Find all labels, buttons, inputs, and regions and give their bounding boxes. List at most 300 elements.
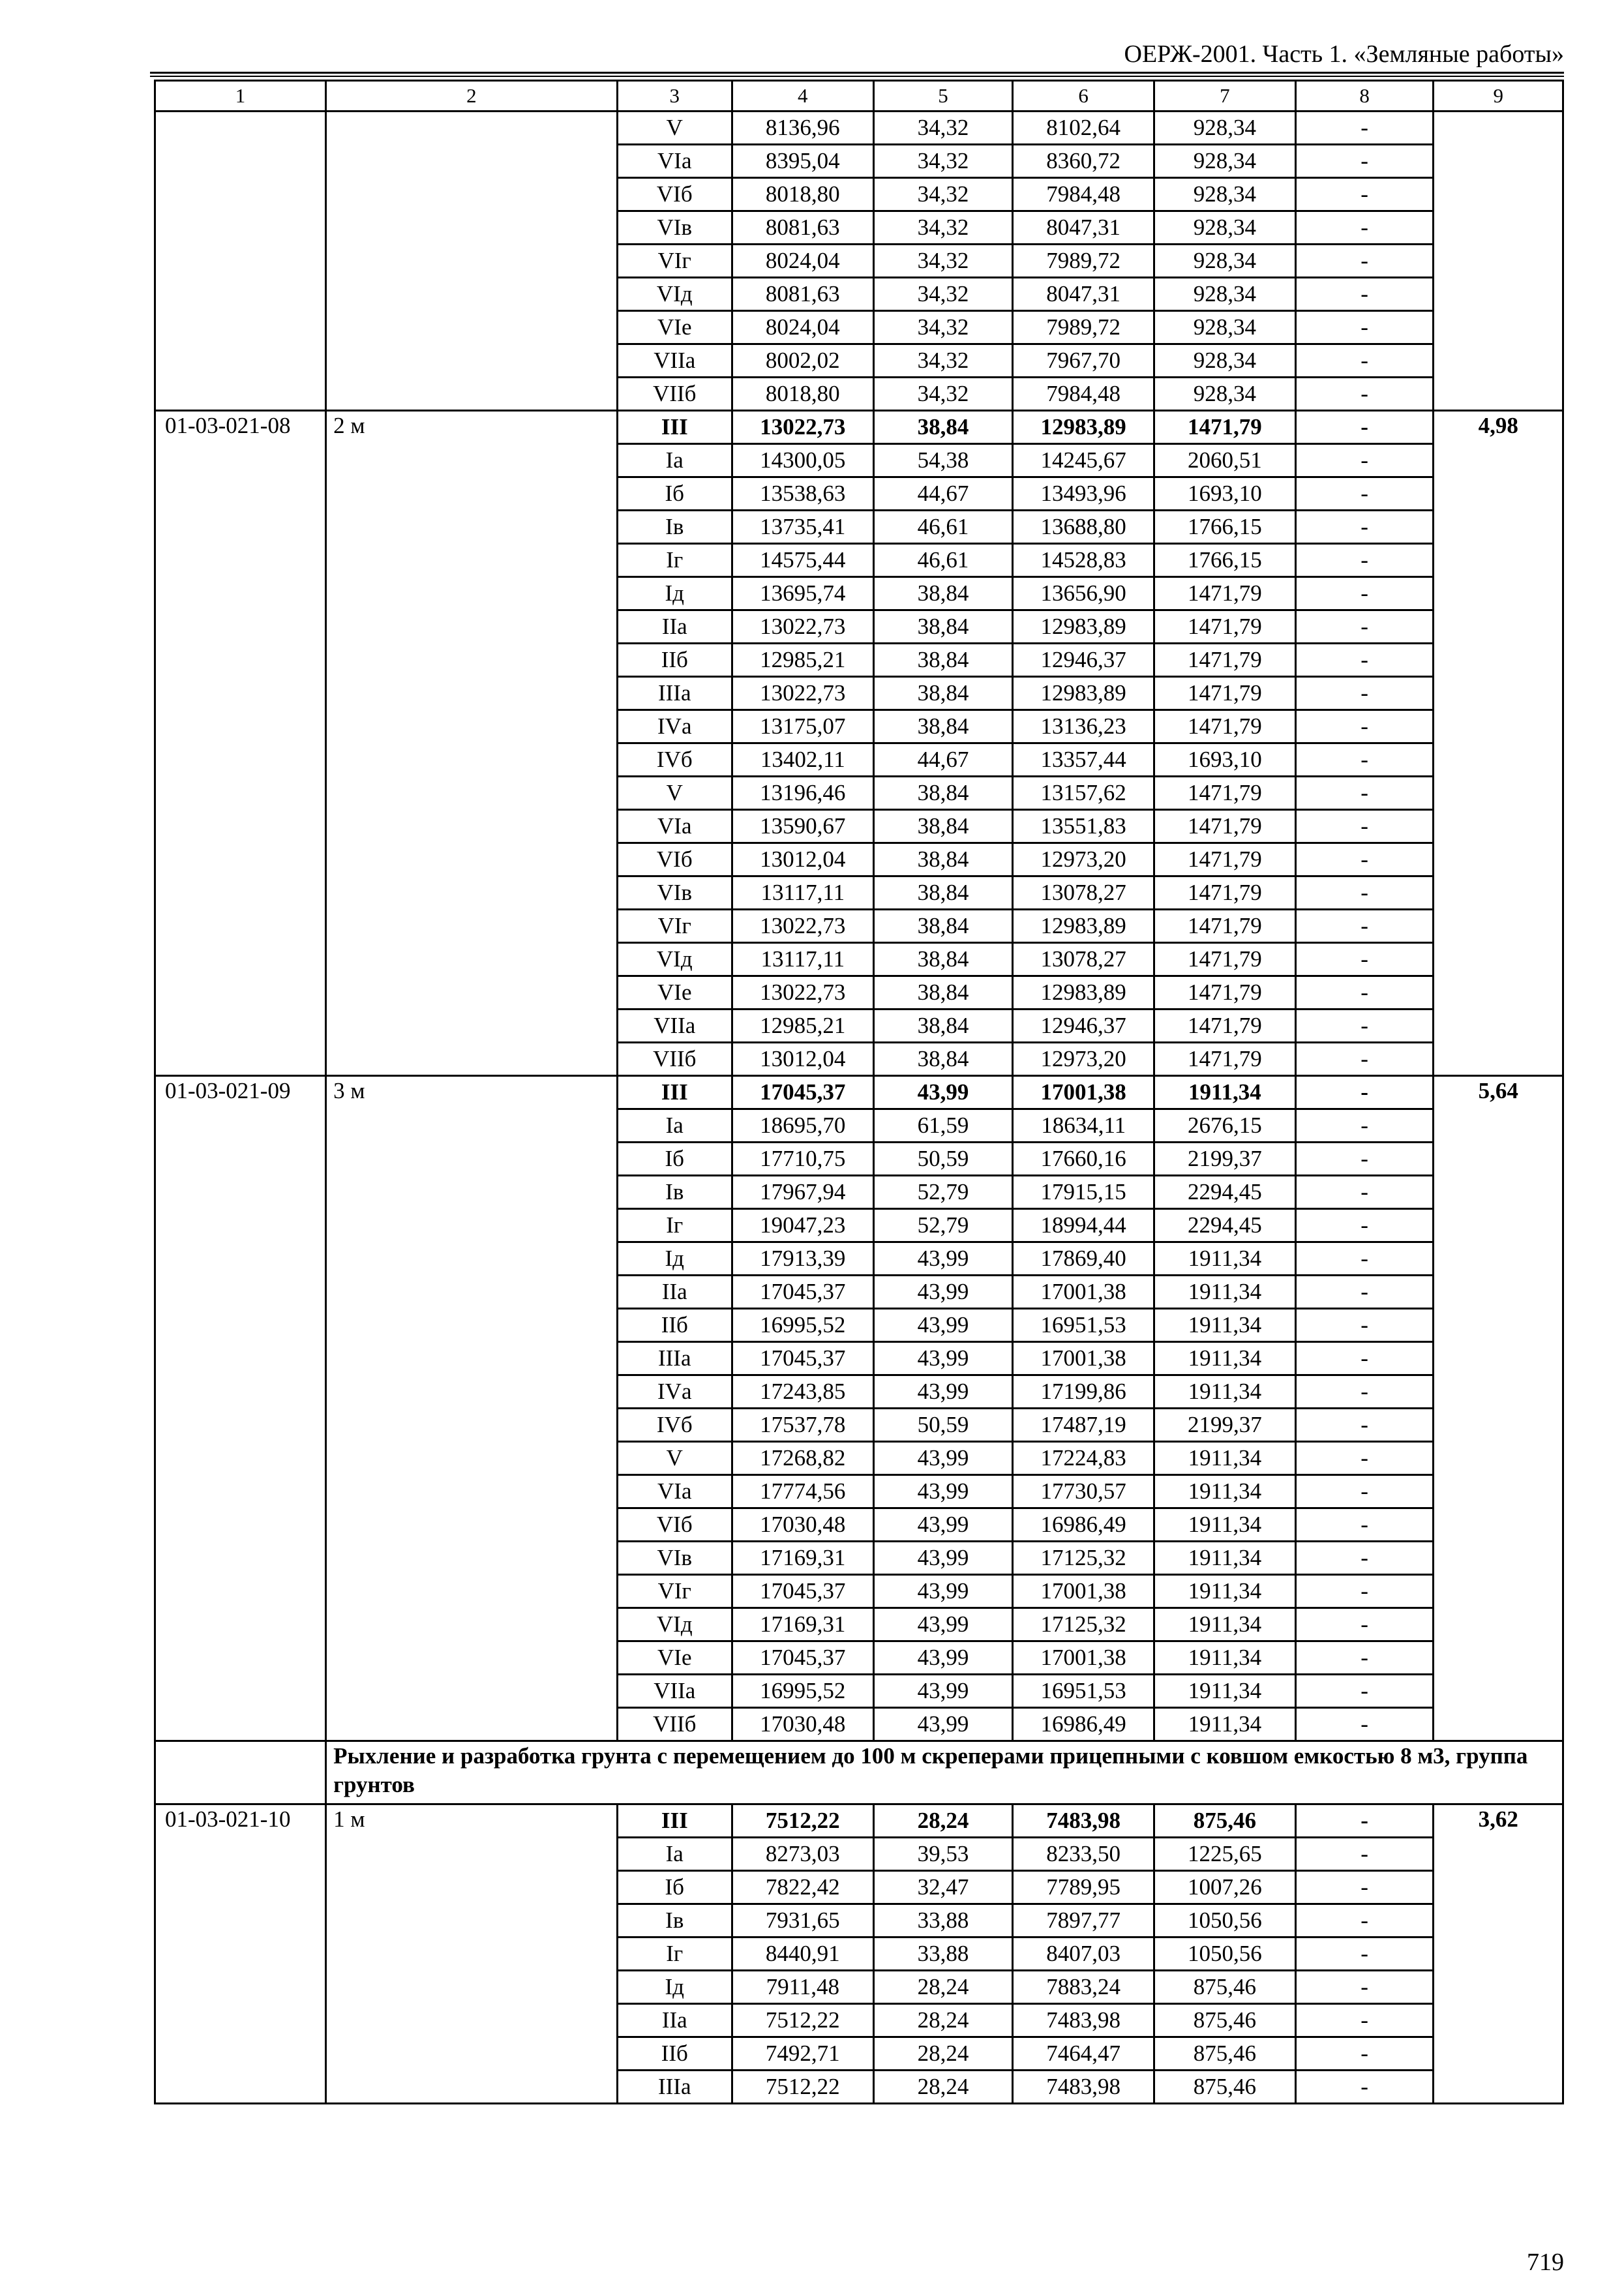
total-cost-cell: 17268,82	[732, 1442, 873, 1475]
materials-cell: -	[1295, 245, 1434, 278]
machine-operation-cell: 17125,32	[1013, 1542, 1154, 1575]
materials-cell: -	[1295, 1641, 1434, 1675]
column-header: 6	[1013, 81, 1154, 112]
machinist-wage-cell: 2199,37	[1154, 1409, 1296, 1442]
machinist-wage-cell: 1471,79	[1154, 610, 1296, 644]
soil-group-cell: VIе	[617, 1641, 732, 1675]
materials-cell: -	[1295, 710, 1434, 743]
machinist-wage-cell: 1911,34	[1154, 1442, 1296, 1475]
machinist-wage-cell: 928,34	[1154, 344, 1296, 378]
materials-cell: -	[1295, 810, 1434, 843]
machine-operator-wage-cell: 32,47	[873, 1871, 1013, 1904]
materials-cell: -	[1295, 511, 1434, 544]
soil-group-cell: VIа	[617, 145, 732, 178]
machine-operator-wage-cell: 28,24	[873, 2037, 1013, 2071]
machine-operation-cell: 17915,15	[1013, 1176, 1154, 1209]
machinist-wage-cell: 1911,34	[1154, 1375, 1296, 1409]
total-cost-cell: 8136,96	[732, 112, 873, 145]
machinist-wage-cell: 928,34	[1154, 245, 1296, 278]
total-cost-cell: 17045,37	[732, 1276, 873, 1309]
machine-operation-cell: 13493,96	[1013, 477, 1154, 511]
materials-cell: -	[1295, 344, 1434, 378]
total-cost-cell: 17774,56	[732, 1475, 873, 1508]
machine-operator-wage-cell: 38,84	[873, 411, 1013, 444]
labor-cost-cell: 4,98	[1434, 411, 1563, 1076]
machinist-wage-cell: 1225,65	[1154, 1838, 1296, 1871]
total-cost-cell: 16995,52	[732, 1675, 873, 1708]
soil-group-cell: IIIа	[617, 1342, 732, 1375]
rate-code-cell	[155, 112, 326, 411]
soil-group-cell: VIв	[617, 211, 732, 245]
soil-group-cell: V	[617, 1442, 732, 1475]
page-number: 719	[1527, 2249, 1564, 2276]
machinist-wage-cell: 1471,79	[1154, 843, 1296, 876]
machinist-wage-cell: 1911,34	[1154, 1508, 1296, 1542]
machine-operation-cell: 17730,57	[1013, 1475, 1154, 1508]
materials-cell: -	[1295, 1838, 1434, 1871]
soil-group-cell: Iв	[617, 511, 732, 544]
total-cost-cell: 8002,02	[732, 344, 873, 378]
soil-group-cell: VIг	[617, 245, 732, 278]
machine-operator-wage-cell: 44,67	[873, 743, 1013, 777]
materials-cell: -	[1295, 1176, 1434, 1209]
total-cost-cell: 7492,71	[732, 2037, 873, 2071]
soil-group-cell: III	[617, 1076, 732, 1109]
machinist-wage-cell: 1471,79	[1154, 1010, 1296, 1043]
soil-group-cell: VIе	[617, 311, 732, 344]
machine-operation-cell: 17660,16	[1013, 1143, 1154, 1176]
machine-operation-cell: 7989,72	[1013, 311, 1154, 344]
table-row	[155, 112, 1563, 145]
machine-operation-cell: 13688,80	[1013, 511, 1154, 544]
machine-operation-cell: 16951,53	[1013, 1675, 1154, 1708]
total-cost-cell: 17169,31	[732, 1608, 873, 1641]
machine-operation-cell: 12946,37	[1013, 1010, 1154, 1043]
machine-operator-wage-cell: 46,61	[873, 544, 1013, 577]
materials-cell: -	[1295, 1043, 1434, 1076]
total-cost-cell: 8081,63	[732, 211, 873, 245]
total-cost-cell: 12985,21	[732, 1010, 873, 1043]
machine-operation-cell: 17001,38	[1013, 1342, 1154, 1375]
total-cost-cell: 13590,67	[732, 810, 873, 843]
machine-operation-cell: 17001,38	[1013, 1641, 1154, 1675]
machinist-wage-cell: 928,34	[1154, 211, 1296, 245]
distance-cell: 3 м	[326, 1076, 618, 1741]
total-cost-cell: 8273,03	[732, 1838, 873, 1871]
total-cost-cell: 16995,52	[732, 1309, 873, 1342]
materials-cell: -	[1295, 477, 1434, 511]
materials-cell: -	[1295, 644, 1434, 677]
total-cost-cell: 13117,11	[732, 943, 873, 976]
machine-operator-wage-cell: 43,99	[873, 1542, 1013, 1575]
soil-group-cell: VIд	[617, 278, 732, 311]
column-header: 2	[326, 81, 618, 112]
machine-operation-cell: 8047,31	[1013, 211, 1154, 245]
machinist-wage-cell: 1471,79	[1154, 943, 1296, 976]
total-cost-cell: 13196,46	[732, 777, 873, 810]
machine-operation-cell: 7483,98	[1013, 2071, 1154, 2104]
empty-cell	[155, 1741, 326, 1804]
soil-group-cell: VIа	[617, 810, 732, 843]
materials-cell: -	[1295, 411, 1434, 444]
total-cost-cell: 17243,85	[732, 1375, 873, 1409]
soil-group-cell: VIб	[617, 1508, 732, 1542]
total-cost-cell: 17045,37	[732, 1575, 873, 1608]
machine-operation-cell: 17001,38	[1013, 1276, 1154, 1309]
machine-operation-cell: 7897,77	[1013, 1904, 1154, 1937]
materials-cell: -	[1295, 2071, 1434, 2104]
machine-operator-wage-cell: 38,84	[873, 577, 1013, 610]
machinist-wage-cell: 1007,26	[1154, 1871, 1296, 1904]
soil-group-cell: VIIа	[617, 344, 732, 378]
machine-operation-cell: 8407,03	[1013, 1937, 1154, 1971]
machine-operator-wage-cell: 43,99	[873, 1608, 1013, 1641]
machinist-wage-cell: 1911,34	[1154, 1242, 1296, 1276]
machine-operator-wage-cell: 38,84	[873, 943, 1013, 976]
machine-operator-wage-cell: 33,88	[873, 1904, 1013, 1937]
column-header: 8	[1295, 81, 1434, 112]
machine-operator-wage-cell: 38,84	[873, 1010, 1013, 1043]
machine-operator-wage-cell: 43,99	[873, 1442, 1013, 1475]
total-cost-cell: 13175,07	[732, 710, 873, 743]
machinist-wage-cell: 1911,34	[1154, 1475, 1296, 1508]
labor-cost-cell: 3,62	[1434, 1804, 1563, 2104]
materials-cell: -	[1295, 1575, 1434, 1608]
soil-group-cell: V	[617, 777, 732, 810]
machine-operator-wage-cell: 38,84	[873, 777, 1013, 810]
total-cost-cell: 7512,22	[732, 1804, 873, 1838]
total-cost-cell: 8018,80	[732, 378, 873, 411]
header-rule	[150, 72, 1564, 74]
total-cost-cell: 17030,48	[732, 1708, 873, 1741]
machinist-wage-cell: 1050,56	[1154, 1937, 1296, 1971]
machine-operator-wage-cell: 50,59	[873, 1409, 1013, 1442]
machinist-wage-cell: 928,34	[1154, 278, 1296, 311]
machine-operation-cell: 12983,89	[1013, 910, 1154, 943]
column-header: 9	[1434, 81, 1563, 112]
total-cost-cell: 13022,73	[732, 610, 873, 644]
column-header: 4	[732, 81, 873, 112]
machine-operator-wage-cell: 43,99	[873, 1076, 1013, 1109]
soil-group-cell: Iб	[617, 1871, 732, 1904]
machinist-wage-cell: 1693,10	[1154, 743, 1296, 777]
soil-group-cell: Iб	[617, 1143, 732, 1176]
machinist-wage-cell: 928,34	[1154, 378, 1296, 411]
machinist-wage-cell: 875,46	[1154, 2037, 1296, 2071]
machine-operation-cell: 17125,32	[1013, 1608, 1154, 1641]
machine-operator-wage-cell: 43,99	[873, 1242, 1013, 1276]
machine-operator-wage-cell: 38,84	[873, 810, 1013, 843]
machine-operation-cell: 7483,98	[1013, 2004, 1154, 2037]
machinist-wage-cell: 2199,37	[1154, 1143, 1296, 1176]
machinist-wage-cell: 2294,45	[1154, 1209, 1296, 1242]
column-header: 5	[873, 81, 1013, 112]
machinist-wage-cell: 1911,34	[1154, 1309, 1296, 1342]
machinist-wage-cell: 1911,34	[1154, 1675, 1296, 1708]
materials-cell: -	[1295, 610, 1434, 644]
machinist-wage-cell: 1471,79	[1154, 710, 1296, 743]
soil-group-cell: Iг	[617, 544, 732, 577]
total-cost-cell: 8024,04	[732, 311, 873, 344]
machinist-wage-cell: 2294,45	[1154, 1176, 1296, 1209]
machine-operator-wage-cell: 43,99	[873, 1475, 1013, 1508]
machine-operator-wage-cell: 52,79	[873, 1176, 1013, 1209]
machinist-wage-cell: 1471,79	[1154, 577, 1296, 610]
total-cost-cell: 18695,70	[732, 1109, 873, 1143]
total-cost-cell: 13022,73	[732, 677, 873, 710]
machine-operation-cell: 7984,48	[1013, 178, 1154, 211]
table-row	[155, 411, 1563, 444]
machine-operation-cell: 8102,64	[1013, 112, 1154, 145]
total-cost-cell: 14575,44	[732, 544, 873, 577]
materials-cell: -	[1295, 577, 1434, 610]
soil-group-cell: III	[617, 411, 732, 444]
total-cost-cell: 7822,42	[732, 1871, 873, 1904]
soil-group-cell: Iа	[617, 1838, 732, 1871]
materials-cell: -	[1295, 1309, 1434, 1342]
soil-group-cell: IIа	[617, 2004, 732, 2037]
machine-operation-cell: 7989,72	[1013, 245, 1154, 278]
total-cost-cell: 13117,11	[732, 876, 873, 910]
soil-group-cell: Iв	[617, 1176, 732, 1209]
soil-group-cell: VIб	[617, 178, 732, 211]
machine-operation-cell: 13078,27	[1013, 943, 1154, 976]
machine-operator-wage-cell: 28,24	[873, 2004, 1013, 2037]
section-title-row	[155, 1741, 1563, 1804]
distance-cell: 1 м	[326, 1804, 618, 2104]
labor-cost-cell: 5,64	[1434, 1076, 1563, 1741]
materials-cell: -	[1295, 743, 1434, 777]
materials-cell: -	[1295, 1904, 1434, 1937]
total-cost-cell: 13012,04	[732, 1043, 873, 1076]
soil-group-cell: VIIа	[617, 1675, 732, 1708]
total-cost-cell: 14300,05	[732, 444, 873, 477]
soil-group-cell: IIб	[617, 2037, 732, 2071]
soil-group-cell: Iд	[617, 577, 732, 610]
machine-operator-wage-cell: 54,38	[873, 444, 1013, 477]
machinist-wage-cell: 2060,51	[1154, 444, 1296, 477]
machine-operation-cell: 13357,44	[1013, 743, 1154, 777]
machinist-wage-cell: 1471,79	[1154, 876, 1296, 910]
machine-operator-wage-cell: 38,84	[873, 910, 1013, 943]
machine-operation-cell: 16986,49	[1013, 1708, 1154, 1741]
soil-group-cell: Iг	[617, 1209, 732, 1242]
machine-operator-wage-cell: 34,32	[873, 178, 1013, 211]
column-header-row	[155, 81, 1563, 112]
machine-operator-wage-cell: 28,24	[873, 1971, 1013, 2004]
soil-group-cell: VIIа	[617, 1010, 732, 1043]
materials-cell: -	[1295, 910, 1434, 943]
total-cost-cell: 13022,73	[732, 910, 873, 943]
materials-cell: -	[1295, 1442, 1434, 1475]
soil-group-cell: VIа	[617, 1475, 732, 1508]
machinist-wage-cell: 875,46	[1154, 2004, 1296, 2037]
machine-operation-cell: 16986,49	[1013, 1508, 1154, 1542]
machine-operation-cell: 17487,19	[1013, 1409, 1154, 1442]
header-rule	[150, 76, 1564, 77]
machine-operator-wage-cell: 43,99	[873, 1508, 1013, 1542]
machine-operator-wage-cell: 34,32	[873, 112, 1013, 145]
machinist-wage-cell: 1911,34	[1154, 1641, 1296, 1675]
materials-cell: -	[1295, 1409, 1434, 1442]
machine-operator-wage-cell: 43,99	[873, 1276, 1013, 1309]
soil-group-cell: Iв	[617, 1904, 732, 1937]
total-cost-cell: 17169,31	[732, 1542, 873, 1575]
machine-operator-wage-cell: 34,32	[873, 278, 1013, 311]
machine-operator-wage-cell: 43,99	[873, 1309, 1013, 1342]
materials-cell: -	[1295, 1276, 1434, 1309]
machine-operator-wage-cell: 43,99	[873, 1342, 1013, 1375]
total-cost-cell: 8440,91	[732, 1937, 873, 1971]
total-cost-cell: 13022,73	[732, 976, 873, 1010]
machine-operator-wage-cell: 38,84	[873, 644, 1013, 677]
materials-cell: -	[1295, 2004, 1434, 2037]
total-cost-cell: 17045,37	[732, 1342, 873, 1375]
materials-cell: -	[1295, 1242, 1434, 1276]
total-cost-cell: 7931,65	[732, 1904, 873, 1937]
labor-cost-cell	[1434, 112, 1563, 411]
materials-cell: -	[1295, 544, 1434, 577]
machinist-wage-cell: 1471,79	[1154, 976, 1296, 1010]
machine-operator-wage-cell: 43,99	[873, 1375, 1013, 1409]
total-cost-cell: 13735,41	[732, 511, 873, 544]
machine-operator-wage-cell: 46,61	[873, 511, 1013, 544]
machine-operation-cell: 8047,31	[1013, 278, 1154, 311]
total-cost-cell: 17045,37	[732, 1076, 873, 1109]
machine-operator-wage-cell: 34,32	[873, 344, 1013, 378]
materials-cell: -	[1295, 1143, 1434, 1176]
machine-operation-cell: 14528,83	[1013, 544, 1154, 577]
soil-group-cell: VIб	[617, 843, 732, 876]
soil-group-cell: IIIа	[617, 677, 732, 710]
column-header: 7	[1154, 81, 1296, 112]
machinist-wage-cell: 2676,15	[1154, 1109, 1296, 1143]
machine-operator-wage-cell: 52,79	[873, 1209, 1013, 1242]
materials-cell: -	[1295, 876, 1434, 910]
machine-operation-cell: 7483,98	[1013, 1804, 1154, 1838]
machine-operation-cell: 17001,38	[1013, 1575, 1154, 1608]
page-header	[150, 38, 1564, 77]
machine-operation-cell: 12973,20	[1013, 1043, 1154, 1076]
machinist-wage-cell: 1911,34	[1154, 1575, 1296, 1608]
price-table	[154, 80, 1564, 2104]
total-cost-cell: 19047,23	[732, 1209, 873, 1242]
total-cost-cell: 17537,78	[732, 1409, 873, 1442]
total-cost-cell: 7512,22	[732, 2071, 873, 2104]
machinist-wage-cell: 1471,79	[1154, 910, 1296, 943]
machine-operation-cell: 13157,62	[1013, 777, 1154, 810]
column-header: 1	[155, 81, 326, 112]
materials-cell: -	[1295, 444, 1434, 477]
total-cost-cell: 13538,63	[732, 477, 873, 511]
total-cost-cell: 8024,04	[732, 245, 873, 278]
distance-cell	[326, 112, 618, 411]
machine-operator-wage-cell: 38,84	[873, 710, 1013, 743]
machine-operation-cell: 18634,11	[1013, 1109, 1154, 1143]
machine-operation-cell: 17869,40	[1013, 1242, 1154, 1276]
machine-operator-wage-cell: 38,84	[873, 876, 1013, 910]
column-header: 3	[617, 81, 732, 112]
machinist-wage-cell: 1911,34	[1154, 1076, 1296, 1109]
total-cost-cell: 17967,94	[732, 1176, 873, 1209]
materials-cell: -	[1295, 843, 1434, 876]
machine-operation-cell: 12973,20	[1013, 843, 1154, 876]
machine-operation-cell: 17224,83	[1013, 1442, 1154, 1475]
materials-cell: -	[1295, 1209, 1434, 1242]
machine-operation-cell: 12983,89	[1013, 976, 1154, 1010]
machinist-wage-cell: 1766,15	[1154, 511, 1296, 544]
machine-operator-wage-cell: 38,84	[873, 610, 1013, 644]
soil-group-cell: Iа	[617, 444, 732, 477]
machinist-wage-cell: 1471,79	[1154, 677, 1296, 710]
materials-cell: -	[1295, 278, 1434, 311]
materials-cell: -	[1295, 145, 1434, 178]
section-title: Рыхление и разработка грунта с перемещением до 100 м скреперами прицепными с ковшом емкостью 8 м3, группа грунтов	[326, 1741, 1563, 1804]
soil-group-cell: VIе	[617, 976, 732, 1010]
materials-cell: -	[1295, 211, 1434, 245]
materials-cell: -	[1295, 1675, 1434, 1708]
total-cost-cell: 17913,39	[732, 1242, 873, 1276]
soil-group-cell: VIд	[617, 943, 732, 976]
total-cost-cell: 17045,37	[732, 1641, 873, 1675]
machine-operation-cell: 7464,47	[1013, 2037, 1154, 2071]
soil-group-cell: Iг	[617, 1937, 732, 1971]
machine-operation-cell: 12983,89	[1013, 677, 1154, 710]
machine-operator-wage-cell: 34,32	[873, 211, 1013, 245]
machinist-wage-cell: 875,46	[1154, 1971, 1296, 2004]
machine-operator-wage-cell: 34,32	[873, 378, 1013, 411]
soil-group-cell: IVб	[617, 1409, 732, 1442]
materials-cell: -	[1295, 1542, 1434, 1575]
machinist-wage-cell: 875,46	[1154, 1804, 1296, 1838]
soil-group-cell: IIа	[617, 1276, 732, 1309]
machinist-wage-cell: 1471,79	[1154, 644, 1296, 677]
machine-operation-cell: 16951,53	[1013, 1309, 1154, 1342]
machine-operation-cell: 17001,38	[1013, 1076, 1154, 1109]
machine-operation-cell: 13656,90	[1013, 577, 1154, 610]
materials-cell: -	[1295, 777, 1434, 810]
machinist-wage-cell: 928,34	[1154, 178, 1296, 211]
materials-cell: -	[1295, 677, 1434, 710]
machinist-wage-cell: 928,34	[1154, 311, 1296, 344]
machinist-wage-cell: 875,46	[1154, 2071, 1296, 2104]
machinist-wage-cell: 1471,79	[1154, 777, 1296, 810]
machinist-wage-cell: 1693,10	[1154, 477, 1296, 511]
machine-operator-wage-cell: 34,32	[873, 311, 1013, 344]
rate-code-cell: 01-03-021-09	[155, 1076, 326, 1741]
machine-operation-cell: 13136,23	[1013, 710, 1154, 743]
table-row	[155, 1804, 1563, 1838]
machine-operator-wage-cell: 43,99	[873, 1641, 1013, 1675]
machine-operation-cell: 12983,89	[1013, 411, 1154, 444]
materials-cell: -	[1295, 2037, 1434, 2071]
soil-group-cell: IIб	[617, 644, 732, 677]
total-cost-cell: 7512,22	[732, 2004, 873, 2037]
machine-operation-cell: 7883,24	[1013, 1971, 1154, 2004]
soil-group-cell: VIв	[617, 876, 732, 910]
table-row	[155, 1076, 1563, 1109]
rate-code-cell: 01-03-021-10	[155, 1804, 326, 2104]
machinist-wage-cell: 1471,79	[1154, 411, 1296, 444]
total-cost-cell: 13012,04	[732, 843, 873, 876]
soil-group-cell: VIIб	[617, 1708, 732, 1741]
soil-group-cell: IVа	[617, 710, 732, 743]
machinist-wage-cell: 1766,15	[1154, 544, 1296, 577]
machine-operator-wage-cell: 39,53	[873, 1838, 1013, 1871]
machinist-wage-cell: 1911,34	[1154, 1276, 1296, 1309]
soil-group-cell: VIг	[617, 910, 732, 943]
machinist-wage-cell: 928,34	[1154, 145, 1296, 178]
